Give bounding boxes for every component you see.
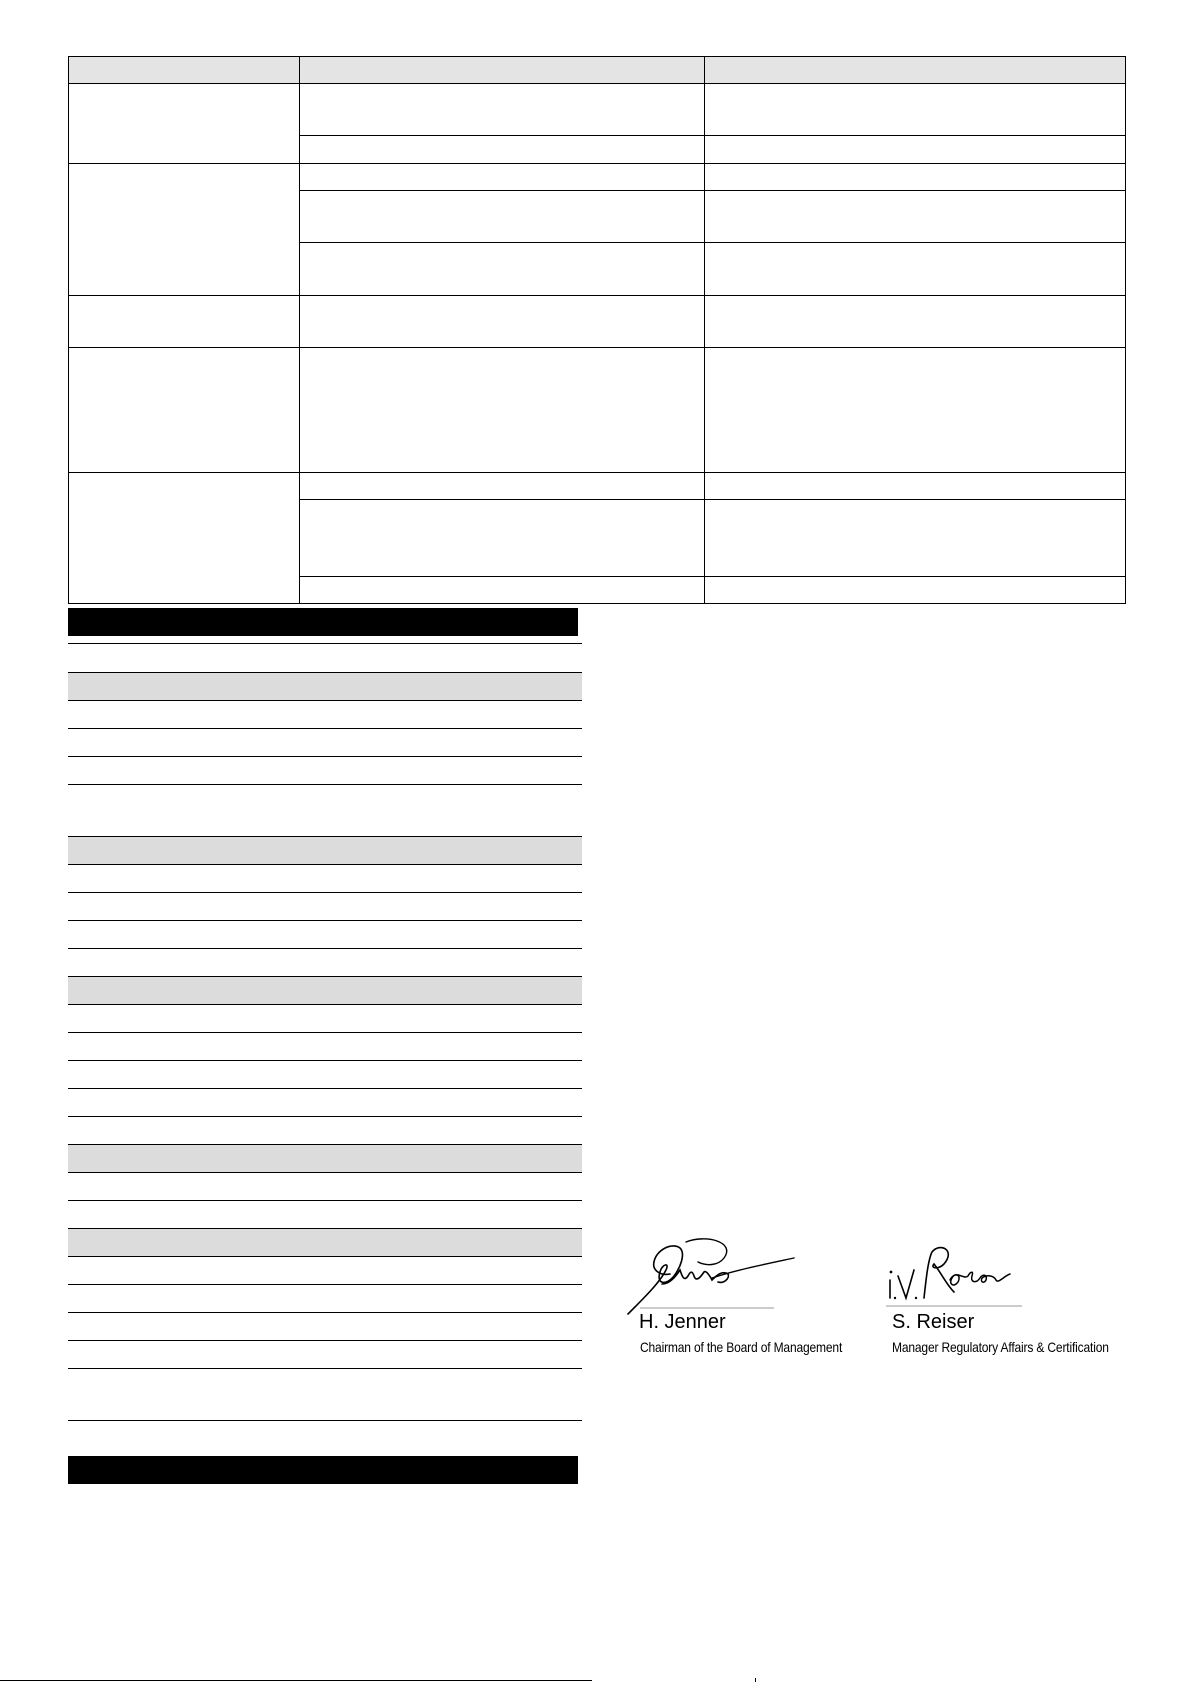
- table-group-row: [68, 1145, 582, 1173]
- remedy-cell: [705, 190, 1126, 242]
- fault-cell: [69, 163, 300, 295]
- cause-cell: [300, 500, 705, 577]
- handwritten-signature-icon: [884, 1240, 1024, 1312]
- remedy-cell: [705, 347, 1126, 472]
- cause-cell: [300, 136, 705, 163]
- table-row: [68, 1117, 582, 1145]
- table-group-row: [68, 673, 582, 701]
- fault-cell: [69, 472, 300, 603]
- table-row: [69, 84, 1126, 136]
- remedy-cell: [705, 84, 1126, 136]
- signatory-role: Chairman of the Board of Management: [640, 1339, 843, 1355]
- table-row: [68, 1089, 582, 1117]
- fault-cell: [69, 295, 300, 347]
- table-group-row: [68, 837, 582, 865]
- section-heading-bar: [68, 608, 578, 636]
- remedy-cell: [705, 500, 1126, 577]
- signatory-name: S. Reiser: [892, 1311, 975, 1333]
- fault-cell: [69, 84, 300, 164]
- table-row: [68, 921, 582, 949]
- table-row: [69, 472, 1126, 499]
- cause-cell: [300, 243, 705, 295]
- header-cell-cause: [300, 57, 705, 84]
- table-row: [68, 1369, 582, 1421]
- troubleshooting-table: [68, 56, 1126, 604]
- table-header-row: [69, 57, 1126, 84]
- divider: [68, 643, 582, 644]
- table-row: [68, 1285, 582, 1313]
- remedy-cell: [705, 243, 1126, 295]
- table-row: [68, 757, 582, 785]
- header-cell-fault: [69, 57, 300, 84]
- footer-tick-mark: [755, 1678, 756, 1682]
- cause-cell: [300, 163, 705, 190]
- cause-cell: [300, 295, 705, 347]
- remedy-cell: [705, 136, 1126, 163]
- table-row: [68, 1005, 582, 1033]
- table-row: [69, 163, 1126, 190]
- remedy-cell: [705, 472, 1126, 499]
- table-row: [68, 949, 582, 977]
- remedy-cell: [705, 576, 1126, 603]
- cause-cell: [300, 190, 705, 242]
- table-group-row: [68, 977, 582, 1005]
- table-row: [68, 1173, 582, 1201]
- section-heading-bar: [68, 1456, 578, 1484]
- signatory-role: Manager Regulatory Affairs & Certification: [892, 1339, 1109, 1355]
- remedy-cell: [705, 295, 1126, 347]
- table-row: [68, 1201, 582, 1229]
- footer-divider: [0, 1680, 592, 1681]
- cause-cell: [300, 576, 705, 603]
- signature-jenner: [626, 1236, 796, 1316]
- table-row: [68, 1033, 582, 1061]
- table-row: [68, 701, 582, 729]
- table-row: [68, 1341, 582, 1369]
- table-row: [69, 295, 1126, 347]
- cause-cell: [300, 84, 705, 136]
- fault-cell: [69, 347, 300, 472]
- handwritten-signature-icon: [626, 1236, 796, 1316]
- table-row: [68, 729, 582, 757]
- table-row: [69, 347, 1126, 472]
- remedy-cell: [705, 163, 1126, 190]
- technical-data-table: [68, 672, 582, 1421]
- table-group-row: [68, 1229, 582, 1257]
- table-row: [68, 1061, 582, 1089]
- table-row: [68, 865, 582, 893]
- header-cell-remedy: [705, 57, 1126, 84]
- signature-reiser: [884, 1240, 1024, 1312]
- table-row: [68, 893, 582, 921]
- signatory-name: H. Jenner: [639, 1311, 726, 1333]
- table-row: [68, 1313, 582, 1341]
- cause-cell: [300, 347, 705, 472]
- table-row: [68, 785, 582, 837]
- table-row: [68, 1257, 582, 1285]
- cause-cell: [300, 472, 705, 499]
